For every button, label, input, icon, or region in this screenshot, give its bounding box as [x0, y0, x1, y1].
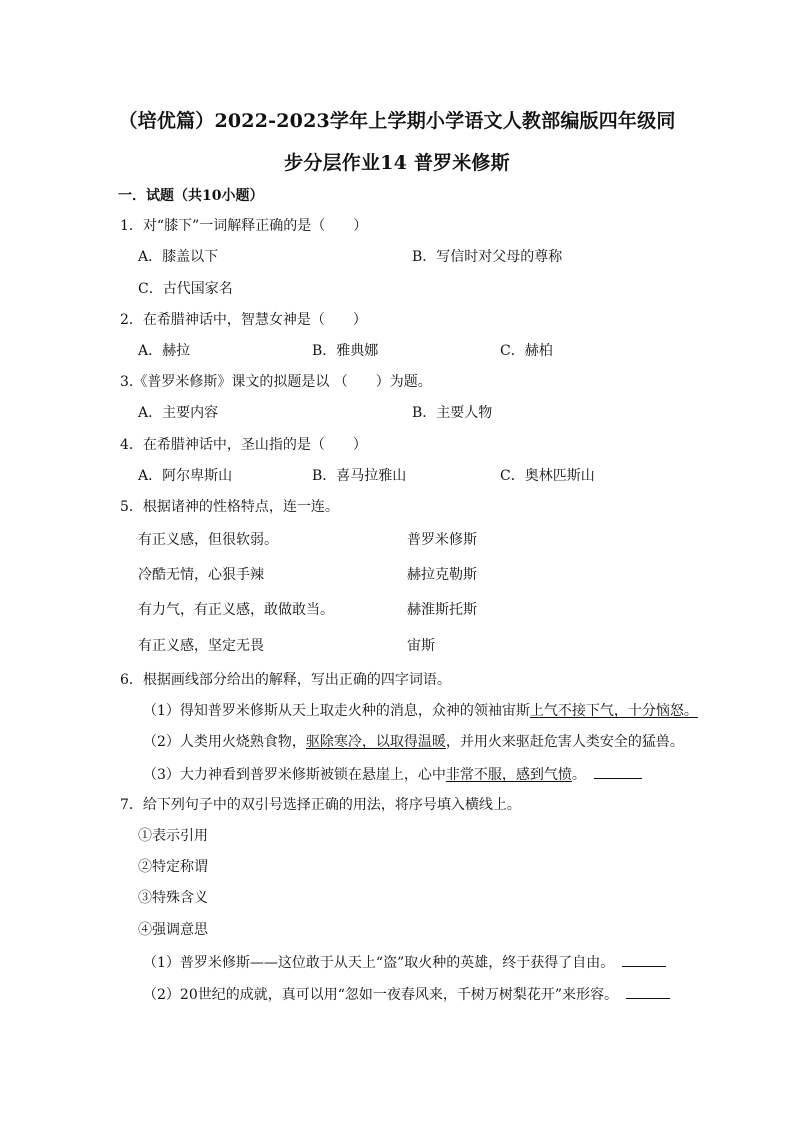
question-6-item-2	[143, 732, 684, 752]
question-4-option-b: B．喜马拉雅山	[312, 468, 407, 484]
underlined-phrase: 非常不服，感到气愤	[445, 767, 572, 783]
question-1-option-b: B．写信时对父母的尊称	[412, 249, 563, 265]
answer-blank[interactable]	[622, 952, 666, 967]
question-6-item-1-text: （1）得知普罗米修斯从天上取走火种的消息，众神的领袖宙斯	[143, 703, 530, 719]
question-2-stem: 2．在希腊神话中，智慧女神是（ ）	[120, 312, 367, 328]
answer-blank[interactable]	[594, 764, 642, 779]
matching-right-item: 赫淮斯托斯	[407, 602, 477, 618]
matching-left-item: 有力气，有正义感，敢做敢当。	[138, 602, 334, 618]
matching-left-item: 有正义感，但很软弱。	[138, 532, 278, 548]
matching-right-item: 普罗米修斯	[407, 532, 477, 548]
question-3-option-a: A．主要内容	[138, 405, 219, 421]
question-5-stem: 5．根据诸神的性格特点，连一连。	[120, 499, 339, 515]
question-6-item-1	[143, 701, 698, 721]
question-7-item-2-text: （2）20世纪的成就，真可以用“忽如一夜春风来，千树万树梨花开”来形容。	[143, 987, 619, 1003]
question-3-stem: 3.《普罗米修斯》课文的拟题是以 （ ）为题。	[120, 374, 432, 390]
underlined-phrase: 上气不接下气，十分恼怒。	[529, 703, 698, 719]
question-2-option-c: C．赫柏	[500, 343, 553, 359]
question-6-stem: 6．根据画线部分给出的解释，写出正确的四字词语。	[120, 672, 451, 688]
matching-right-item: 赫拉克勒斯	[407, 567, 477, 583]
matching-left-item: 有正义感，坚定无畏	[138, 638, 264, 654]
question-7-choice: ①表示引用	[138, 828, 208, 844]
question-6-item-2-text: （2）人类用火烧熟食物，	[143, 734, 306, 750]
question-7-item-2	[143, 984, 670, 1005]
question-6-item-2-tail: ，并用火来驱赶危害人类安全的猛兽。	[445, 734, 684, 750]
question-4-stem: 4．在希腊神话中，圣山指的是（ ）	[120, 437, 367, 453]
page-title-line-1: （培优篇）2022-2023学年上学期小学语文人教部编版四年级同	[118, 110, 676, 132]
question-4-option-c: C．奥林匹斯山	[500, 468, 595, 484]
question-1-stem: 1．对“膝下”一词解释正确的是（ ）	[120, 218, 368, 234]
question-6-item-3-tail: 。	[571, 767, 586, 783]
question-7-choice: ④强调意思	[138, 922, 208, 938]
section-heading: 一．试题（共10小题）	[118, 188, 264, 204]
question-1-option-a: A．膝盖以下	[138, 249, 219, 265]
question-2-option-b: B．雅典娜	[312, 343, 379, 359]
question-7-item-1-text: （1）普罗米修斯——这位敢于从天上“盗”取火种的英雄，终于获得了自由。	[143, 955, 615, 971]
question-3-option-b: B．主要人物	[412, 405, 493, 421]
question-7-stem: 7．给下列句子中的双引号选择正确的用法，将序号填入横线上。	[120, 797, 521, 813]
question-6-item-3	[143, 764, 642, 785]
question-7-choice: ②特定称谓	[138, 859, 208, 875]
question-6-item-3-text: （3）大力神看到普罗米修斯被锁在悬崖上，心中	[143, 767, 446, 783]
question-1-option-c: C．古代国家名	[138, 281, 233, 297]
question-7-choice: ③特殊含义	[138, 890, 208, 906]
question-4-option-a: A．阿尔卑斯山	[138, 468, 233, 484]
answer-blank[interactable]	[626, 984, 670, 999]
matching-left-item: 冷酷无情，心狠手辣	[138, 567, 264, 583]
question-7-item-1	[143, 952, 666, 973]
question-2-option-a: A．赫拉	[138, 343, 191, 359]
matching-right-item: 宙斯	[407, 638, 435, 654]
page-title-line-2: 步分层作业14 普罗米修斯	[284, 152, 510, 174]
underlined-phrase: 驱除寒冷，以取得温暖	[305, 734, 446, 750]
